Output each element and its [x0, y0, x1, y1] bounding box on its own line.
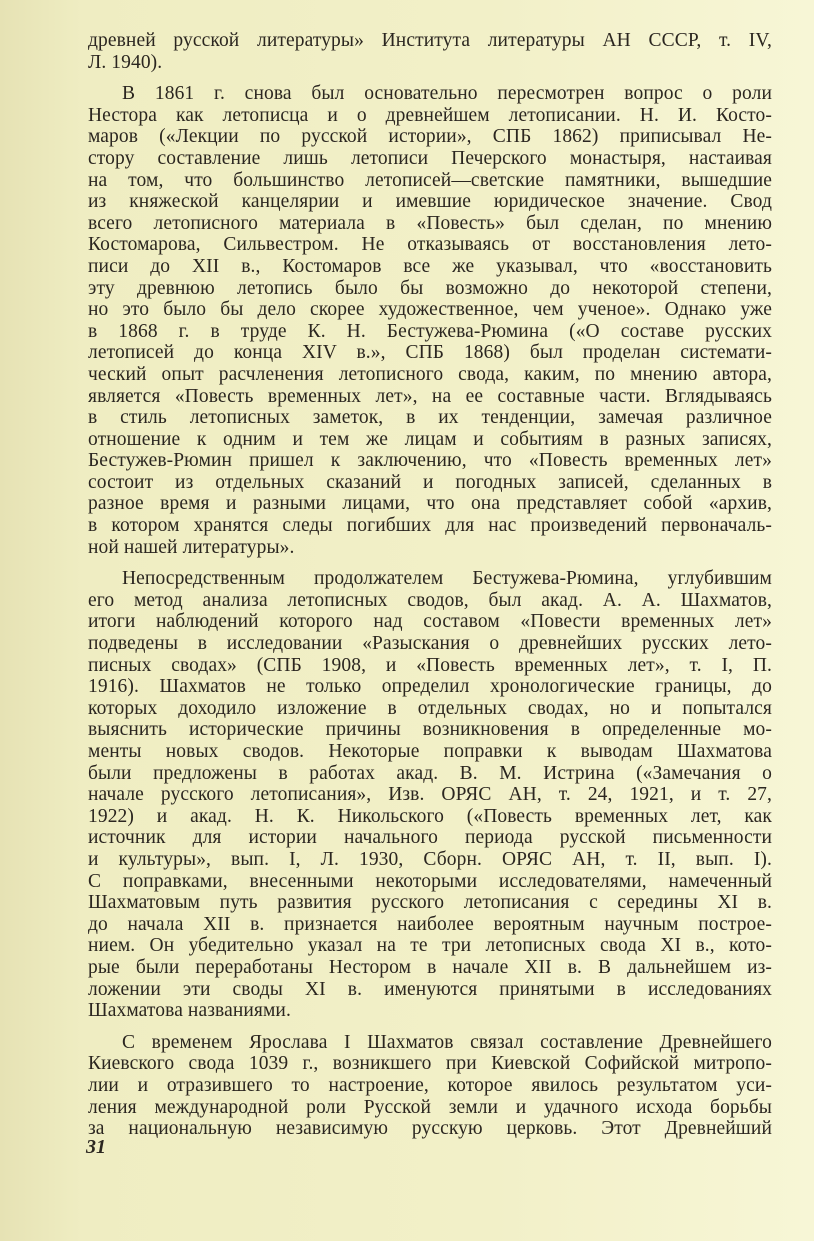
text-line: в котором хранятся следы погибших для нас произведений первоначаль- — [88, 515, 772, 537]
text-line: В 1861 г. снова был основательно пересмотрен вопрос о роли — [122, 83, 772, 105]
paragraph-gap — [88, 73, 772, 83]
text-line: разное время и разными лицами, что она представляет собой «архив, — [88, 493, 772, 515]
text-line: Костомарова, Сильвестром. Не отказываясь от восстановления лето- — [88, 234, 772, 256]
text-line: которых доходило изложение в отдельных сводах, но и попытался — [88, 697, 772, 719]
text-line: итоги наблюдений которого над составом «Повести временных лет» — [88, 611, 772, 633]
text-line: Шахматова названиями. — [88, 1000, 291, 1022]
text-line: на том, что большинство летописей—светские памятники, вышедшие — [88, 169, 772, 191]
text-line: С поправками, внесенными некоторыми исследователями, намеченный — [88, 870, 772, 892]
text-line: писи до XII в., Костомаров все же указывал, что «восстановить — [88, 255, 772, 277]
text-line: начале русского летописания», Изв. ОРЯС АН, т. 24, 1921, и т. 27, — [88, 784, 772, 806]
paragraph — [88, 83, 772, 558]
text-line: Киевского свода 1039 г., возникшего при Киевской Софийской митропо- — [88, 1053, 772, 1075]
text-line: лии и отразившего то настроение, которое явилось результатом уси- — [88, 1074, 772, 1096]
text-line: летописей до конца XIV в.», СПБ 1868) был проделан системати- — [88, 342, 772, 364]
page-body — [88, 30, 772, 1140]
text-line: С временем Ярослава I Шахматов связал составление Древнейшего — [122, 1031, 772, 1053]
paragraph-gap — [88, 1022, 772, 1032]
text-line: Нестора как летописца и о древнейшем летописании. Н. И. Косто- — [88, 104, 772, 126]
text-line: древней русской литературы» Института литературы АН СССР, т. IV, — [88, 30, 772, 51]
text-line: его метод анализа летописных сводов, был акад. А. А. Шахматов, — [88, 589, 772, 611]
text-line: 1922) и акад. Н. К. Никольского («Повесть временных лет, как — [88, 805, 772, 827]
text-line: Непосредственным продолжателем Бестужева-Рюмина, углубившим — [122, 568, 772, 590]
text-line: стору составление лишь летописи Печерского монастыря, настаивая — [88, 147, 772, 169]
text-line: всего летописного материала в «Повесть» был сделан, по мнению — [88, 212, 772, 234]
text-line: из княжеской канцелярии и имевшие юридическое значение. Свод — [88, 191, 772, 213]
text-line: источник для истории начального периода русской письменности — [88, 827, 772, 849]
text-line: но это было бы дело скорее художественное, чем ученое». Однако уже — [88, 299, 772, 321]
text-line: рые были переработаны Нестором в начале XII в. В дальнейшем из- — [88, 956, 772, 978]
text-line: Л. 1940). — [88, 51, 163, 73]
paragraph — [88, 568, 772, 1021]
text-line: подведены в исследовании «Разыскания о древнейших русских лето- — [88, 633, 772, 655]
text-line: до начала XII в. признается наиболее вероятным научным построе- — [88, 913, 772, 935]
text-line: Бестужев-Рюмин пришел к заключению, что «Повесть временных лет» — [88, 450, 772, 472]
text-line: в стиль летописных заметок, в их тенденции, замечая различное — [88, 407, 772, 429]
text-line: писных сводах» (СПБ 1908, и «Повесть временных лет», т. I, П. — [88, 654, 772, 676]
text-line: в 1868 г. в труде К. Н. Бестужева-Рюмина («О составе русских — [88, 320, 772, 342]
text-line: 1916). Шахматов не только определил хронологические границы, до — [88, 676, 772, 698]
text-line: ложении эти своды XI в. именуются принятыми в исследованиях — [88, 978, 772, 1000]
text-line: нием. Он убедительно указал на те три летописных свода XI в., кото- — [88, 935, 772, 957]
text-line: ной нашей литературы». — [88, 536, 295, 558]
text-line: выяснить исторические причины возникновения в определенные мо- — [88, 719, 772, 741]
text-line: маров («Лекции по русской истории», СПБ 1862) приписывал Не- — [88, 126, 772, 148]
text-line: и культуры», вып. I, Л. 1930, Сборн. ОРЯС АН, т. II, вып. I). — [88, 848, 772, 870]
paragraph — [88, 1032, 772, 1140]
text-line: за национальную независимую русскую церковь. Этот Древнейший — [88, 1118, 772, 1140]
text-line: состоит из отдельных сказаний и погодных записей, сделанных в — [88, 471, 772, 493]
text-line: является «Повесть временных лет», на ее составные части. Вглядываясь — [88, 385, 772, 407]
text-line: ления международной роли Русской земли и удачного исхода борьбы — [88, 1096, 772, 1118]
text-line: эту древнюю летопись было бы возможно до некоторой степени, — [88, 277, 772, 299]
text-line: отношение к одним и тем же лицам и событиям в разных записях, — [88, 428, 772, 450]
paragraph-gap — [88, 558, 772, 568]
text-line: ческий опыт расчленения летописного свода, каким, по мнению автора, — [88, 363, 772, 385]
paragraph — [88, 30, 772, 73]
text-line: менты новых сводов. Некоторые поправки к выводам Шахматова — [88, 741, 772, 762]
text-line: Шахматовым путь развития русского летописания с середины XI в. — [88, 892, 772, 914]
text-line: были предложены в работах акад. В. М. Истрина («Замечания о — [88, 762, 772, 784]
page-number: 31 — [86, 1136, 106, 1158]
